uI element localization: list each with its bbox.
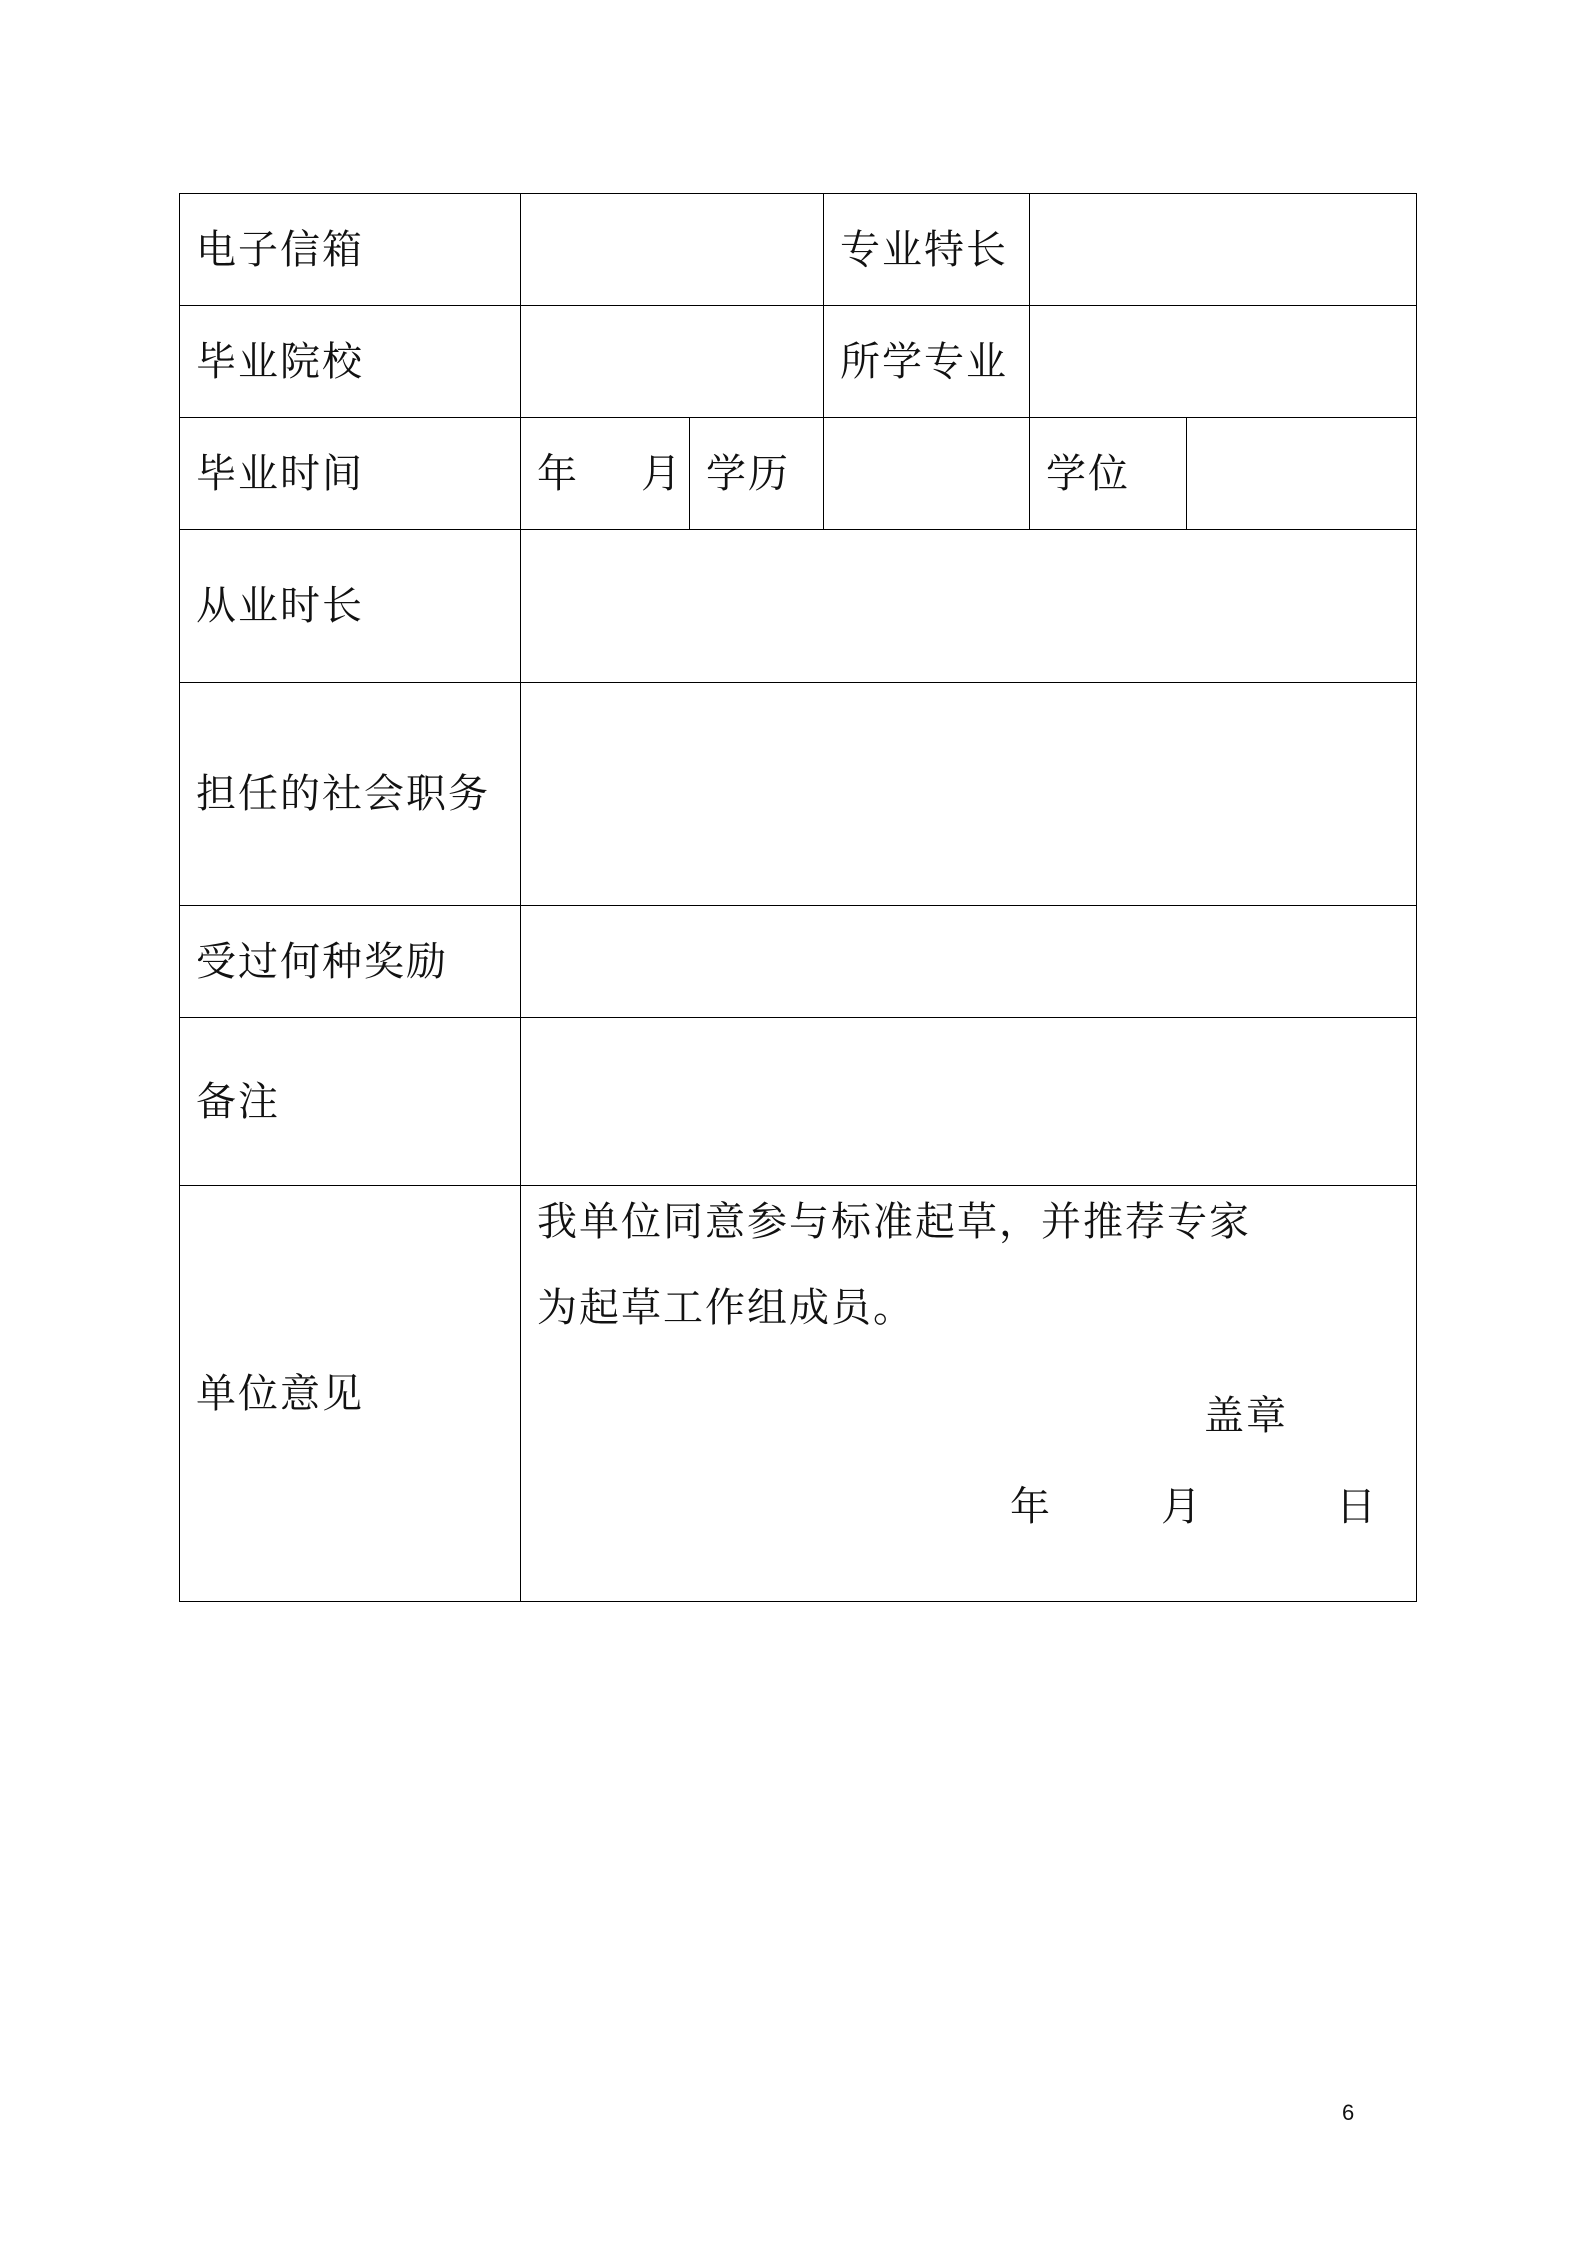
date-day-label: 日	[1336, 1484, 1378, 1530]
remarks-value-cell[interactable]	[521, 1018, 1417, 1186]
form-row-awards	[180, 906, 1417, 1018]
grad-time-value-cell[interactable]	[521, 418, 690, 530]
major-value-cell[interactable]	[1030, 306, 1417, 418]
email-label: 电子信箱	[180, 194, 521, 306]
specialty-label: 专业特长	[824, 194, 1030, 306]
form-row-experience	[180, 530, 1417, 683]
social-roles-value-cell[interactable]	[521, 683, 1417, 906]
specialty-value-cell[interactable]	[1030, 194, 1417, 306]
page-number: 6	[1342, 2100, 1355, 2125]
form-row-unit-opinion	[180, 1186, 1417, 1602]
awards-label: 受过何种奖励	[180, 906, 521, 1018]
major-label: 所学专业	[824, 306, 1030, 418]
school-label: 毕业院校	[180, 306, 521, 418]
date-month-label: 月	[1161, 1484, 1203, 1530]
experience-label: 从业时长	[180, 530, 521, 683]
education-label: 学历	[690, 418, 824, 530]
unit-opinion-content	[521, 1186, 1416, 1601]
form-row-social-roles	[180, 683, 1417, 906]
opinion-statement-line-2: 为起草工作组成员。	[537, 1285, 915, 1331]
form-row-remarks	[180, 1018, 1417, 1186]
form-row-graduation	[180, 418, 1417, 530]
social-roles-label: 担任的社会职务	[180, 683, 521, 906]
form-row-school	[180, 306, 1417, 418]
email-value-cell[interactable]	[521, 194, 824, 306]
degree-label: 学位	[1030, 418, 1187, 530]
unit-opinion-label: 单位意见	[180, 1186, 521, 1602]
experience-value-cell[interactable]	[521, 530, 1417, 683]
date-year-label: 年	[1010, 1484, 1052, 1530]
expert-recommendation-form	[179, 193, 1417, 1602]
grad-time-label: 毕业时间	[180, 418, 521, 530]
grad-year-unit: 年	[537, 450, 579, 497]
unit-opinion-cell	[521, 1186, 1417, 1602]
form-row-email	[180, 194, 1417, 306]
remarks-label: 备注	[180, 1018, 521, 1186]
degree-value-cell[interactable]	[1187, 418, 1417, 530]
awards-value-cell[interactable]	[521, 906, 1417, 1018]
education-value-cell[interactable]	[824, 418, 1030, 530]
school-value-cell[interactable]	[521, 306, 824, 418]
opinion-statement-line-1: 我单位同意参与标准起草，并推荐专家	[537, 1199, 1251, 1245]
seal-label: 盖章	[1204, 1393, 1288, 1439]
grad-month-unit: 月	[641, 450, 683, 497]
